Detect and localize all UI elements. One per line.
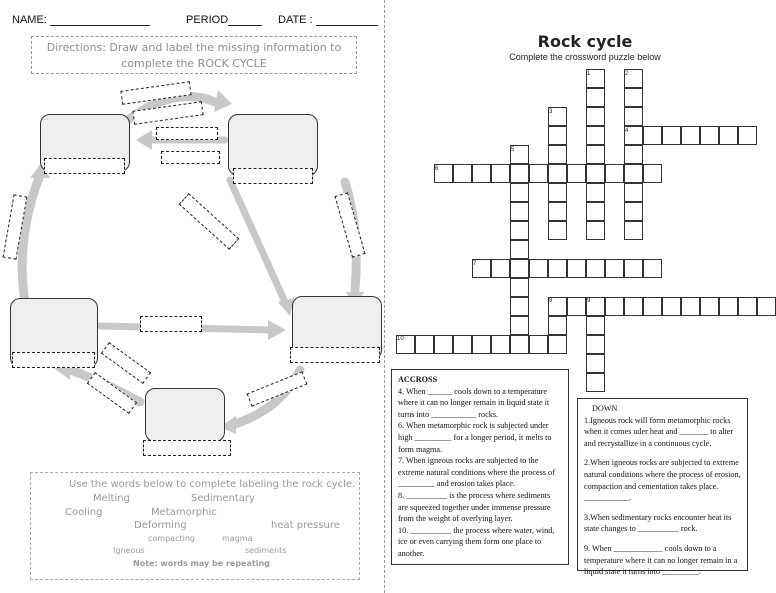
crossword-cell[interactable] [624, 164, 643, 183]
crossword-cell[interactable] [529, 164, 548, 183]
down-clue-9: 9. When ____________ cools down to a temperature where it can no longer remain in a liquid state it turns into _________. [584, 543, 738, 577]
crossword-subtitle: Complete the crossword puzzle below [509, 52, 661, 62]
crossword-cell[interactable] [586, 373, 605, 392]
arrow-left [22, 175, 40, 302]
crossword-cell[interactable] [605, 164, 624, 183]
crossword-cell[interactable] [624, 145, 643, 164]
crossword-cell[interactable] [700, 297, 719, 316]
crossword-cell[interactable] [586, 335, 605, 354]
word-igneous: Igneous [113, 546, 145, 555]
crossword-cell[interactable] [548, 335, 567, 354]
crossword-cell[interactable] [586, 259, 605, 278]
crossword-cell[interactable] [510, 221, 529, 240]
crossword-cell[interactable] [738, 297, 757, 316]
word-magma: magma [222, 534, 253, 543]
crossword-cell[interactable] [586, 88, 605, 107]
crossword-cell[interactable] [605, 297, 624, 316]
word-bank-note: Note: words may be repeating [133, 559, 270, 568]
crossword-cell[interactable] [529, 335, 548, 354]
crossword-cell[interactable] [605, 259, 624, 278]
crossword-cell[interactable] [586, 164, 605, 183]
across-clue-6: 6. When metamorphic rock is subjected under high _________ for a longer period, it melts to form magma. [398, 421, 552, 454]
directions-line-2: complete the ROCK CYCLE [121, 57, 267, 70]
clue-number-1: 1 [587, 71, 591, 77]
across-clues-box [391, 369, 569, 565]
name-field[interactable] [12, 14, 150, 26]
crossword-cell[interactable] [472, 335, 491, 354]
crossword-cell[interactable] [491, 164, 510, 183]
across-heading: ACCROSS [398, 375, 438, 384]
rock-box-bottom [145, 388, 225, 442]
label-blank-right[interactable] [290, 347, 380, 363]
crossword-cell[interactable] [681, 126, 700, 145]
crossword-cell[interactable] [434, 335, 453, 354]
crossword-cell[interactable] [548, 183, 567, 202]
clue-number-10: 10 [397, 336, 404, 342]
clue-number-2: 2 [625, 71, 629, 77]
crossword-cell[interactable] [491, 335, 510, 354]
crossword-cell[interactable] [662, 126, 681, 145]
crossword-cell[interactable] [472, 164, 491, 183]
crossword-cell[interactable] [719, 126, 738, 145]
clue-number-5: 5 [511, 147, 515, 153]
date-line[interactable] [316, 15, 378, 26]
word-metamorphic: Metamorphic [151, 507, 217, 518]
rock-box-top-right [228, 114, 318, 176]
word-deforming: Deforming [134, 520, 187, 531]
word-bank-intro: Use the words below to complete labeling the rock cycle. [69, 479, 356, 490]
name-line[interactable] [50, 15, 150, 26]
crossword-cell[interactable] [681, 297, 700, 316]
page-divider [384, 0, 385, 593]
crossword-cell[interactable] [738, 126, 757, 145]
crossword-cell[interactable] [548, 221, 567, 240]
down-clue-2: 2.When igneous rocks are subjected to extreme natural conditions where the process of erosion, compaction and cementation takes place. ___________. [584, 458, 741, 503]
date-label: DATE : [278, 14, 313, 26]
word-sediments: sediments [245, 546, 287, 555]
crossword-cell[interactable] [643, 164, 662, 183]
crossword-cell[interactable] [586, 221, 605, 240]
word-bank [30, 472, 360, 580]
crossword-cell[interactable] [510, 316, 529, 335]
directions-box [31, 36, 357, 74]
word-melting: Melting [93, 493, 130, 504]
crossword-cell[interactable] [548, 145, 567, 164]
period-field[interactable] [186, 14, 262, 26]
period-label: PERIOD [186, 14, 229, 26]
clue-number-4: 4 [625, 128, 629, 134]
crossword-cell[interactable] [510, 259, 529, 278]
crossword-cell[interactable] [624, 183, 643, 202]
crossword-cell[interactable] [510, 278, 529, 297]
across-clue-7: 7. When igneous rocks are subjected to the extreme natural conditions where the process of _________ and erosion takes place. [398, 456, 555, 489]
crossword-cell[interactable] [643, 126, 662, 145]
crossword-title: Rock cycle [537, 32, 633, 51]
crossword-cell[interactable] [548, 259, 567, 278]
down-clue-1: 1.Igneous rock will form metamorphic rocks when it comes uder heat and _______ to alter and recrystallize in a continuous cycle. [584, 415, 734, 448]
crossword-cell[interactable] [510, 164, 529, 183]
across-clue-4: 4. When ______ cools down to a temperature where it can no longer remain in liquid state it turns into ___________ rocks. [398, 386, 550, 419]
clue-number-8: 8 [549, 298, 553, 304]
crossword-cell[interactable] [624, 259, 643, 278]
crossword-cell[interactable] [548, 126, 567, 145]
crossword-cell[interactable] [757, 297, 776, 316]
crossword-cell[interactable] [567, 297, 586, 316]
crossword-cell[interactable] [453, 335, 472, 354]
word-compacting: compacting [148, 534, 195, 543]
crossword-cell[interactable] [510, 183, 529, 202]
crossword-cell[interactable] [510, 335, 529, 354]
down-clue-3: 3.When sedimentary rocks encounter heat its state changes to __________ rock. [584, 512, 732, 534]
crossword-cell[interactable] [586, 126, 605, 145]
word-sedimentary: Sedimentary [191, 493, 255, 504]
crossword-cell[interactable] [624, 202, 643, 221]
word-heat-pressure: heat pressure [271, 520, 340, 531]
clue-number-9: 9 [587, 298, 591, 304]
crossword-cell[interactable] [510, 297, 529, 316]
clue-number-7: 7 [473, 261, 477, 267]
crossword-cell[interactable] [586, 107, 605, 126]
across-clue-8: 8. __________ is the process where sediments are squeezed together under immense pressure from the weight of overlying layer. [398, 490, 551, 524]
crossword-cell[interactable] [510, 202, 529, 221]
crossword-cell[interactable] [453, 164, 472, 183]
crossword-cell[interactable] [529, 259, 548, 278]
crossword-cell[interactable] [643, 297, 662, 316]
crossword-cell[interactable] [586, 183, 605, 202]
crossword-cell[interactable] [548, 202, 567, 221]
clue-number-6: 6 [435, 166, 439, 172]
crossword-cell[interactable] [415, 335, 434, 354]
arrow-label-top-4[interactable] [161, 151, 220, 164]
crossword-cell[interactable] [548, 164, 567, 183]
label-blank-bottom[interactable] [143, 440, 231, 456]
crossword-cell[interactable] [643, 259, 662, 278]
crossword-cell[interactable] [586, 354, 605, 373]
crossword-cell[interactable] [719, 297, 738, 316]
crossword-cell[interactable] [662, 297, 681, 316]
crossword-cell[interactable] [510, 240, 529, 259]
down-heading: DOWN [592, 404, 618, 413]
crossword-cell[interactable] [586, 316, 605, 335]
arrow-diagonal [230, 180, 285, 302]
arrow-label-top-3[interactable] [156, 127, 218, 140]
down-clues-box [577, 398, 748, 577]
label-blank-left[interactable] [12, 352, 95, 368]
name-label: NAME: [12, 14, 47, 26]
crossword-cell[interactable] [624, 221, 643, 240]
crossword-cell[interactable] [567, 259, 586, 278]
crossword-cell[interactable] [624, 107, 643, 126]
word-cooling: Cooling [65, 507, 103, 518]
clue-number-3: 3 [549, 109, 553, 115]
crossword-cell[interactable] [700, 126, 719, 145]
label-blank-top-left[interactable] [44, 158, 125, 174]
crossword-cell[interactable] [586, 202, 605, 221]
crossword-cell[interactable] [491, 259, 510, 278]
period-line[interactable] [228, 15, 262, 26]
date-field[interactable] [278, 14, 378, 26]
directions-line-1: Directions: Draw and label the missing information to [46, 41, 342, 54]
crossword-cell[interactable] [548, 316, 567, 335]
crossword-cell[interactable] [586, 145, 605, 164]
crossword-cell[interactable] [624, 297, 643, 316]
arrow-label-middle[interactable] [140, 316, 202, 332]
crossword-cell[interactable] [624, 88, 643, 107]
label-blank-top-right[interactable] [233, 168, 313, 184]
across-clue-10: 10. __________ the process where water, wind, ice or even carrying them form one place to another. [398, 525, 555, 558]
crossword-cell[interactable] [567, 164, 586, 183]
